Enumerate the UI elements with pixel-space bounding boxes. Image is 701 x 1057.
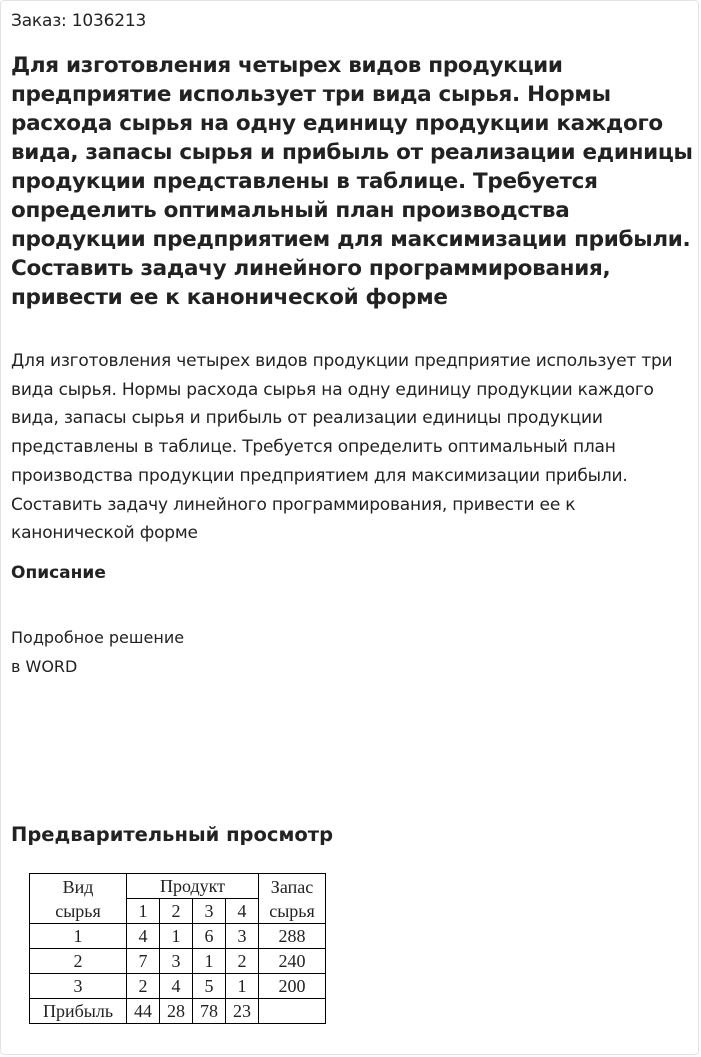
row-stock: 288 xyxy=(259,924,326,949)
table-cell: 23 xyxy=(226,999,259,1024)
order-number: Заказ: 1036213 xyxy=(11,11,147,31)
header-product: Продукт xyxy=(127,874,259,899)
task-title: Для изготовления четырех видов продукции предприятие использует три вида сырья. Нормы расхода сырья на одну единицу продукции каждого вида, запасы сырья и прибыль от реализации единицы продукции представлены в таблице. Требуется определить оптимальный план производства продукции предприятием для максимизации прибыли. Составить задачу линейного программирования, привести ее к канонической форме xyxy=(11,53,693,310)
table-cell: 4 xyxy=(160,974,193,999)
row-type: 1 xyxy=(30,924,127,949)
table-cell: 1 xyxy=(193,949,226,974)
table-row xyxy=(30,924,326,949)
row-type: 3 xyxy=(30,974,127,999)
table-row xyxy=(30,974,326,999)
header-stock-line2: сырья xyxy=(269,900,315,921)
table-cell: 6 xyxy=(193,924,226,949)
row-stock: 200 xyxy=(259,974,326,999)
table-row-profit xyxy=(30,999,326,1024)
task-text: Для изготовления четырех видов продукции предприятие использует три вида сырья. Нормы расхода сырья на одну единицу продукции каждого вида, запасы сырья и прибыль от реализации единицы продукции представлены в таблице. Требуется определить оптимальный план производства продукции предприятием для максимизации прибыли. Составить задачу линейного программирования, привести ее к канонической форме xyxy=(11,351,673,544)
table-cell: 44 xyxy=(127,999,160,1024)
description-note xyxy=(11,623,184,681)
preview-table-wrapper xyxy=(29,873,326,1024)
table-cell: 1 xyxy=(160,924,193,949)
preview-heading: Предварительный просмотр xyxy=(11,823,334,846)
product-3: 3 xyxy=(193,899,226,924)
profit-empty xyxy=(259,999,326,1024)
row-stock: 240 xyxy=(259,949,326,974)
product-2: 2 xyxy=(160,899,193,924)
table-cell: 1 xyxy=(226,974,259,999)
preview-table xyxy=(29,873,326,1024)
table-cell: 4 xyxy=(127,924,160,949)
header-type xyxy=(30,874,127,924)
table-cell: 2 xyxy=(127,974,160,999)
table-cell: 28 xyxy=(160,999,193,1024)
table-cell: 3 xyxy=(160,949,193,974)
profit-label: Прибыль xyxy=(30,999,127,1024)
table-cell: 7 xyxy=(127,949,160,974)
table-cell: 3 xyxy=(226,924,259,949)
table-cell: 78 xyxy=(193,999,226,1024)
table-cell: 2 xyxy=(226,949,259,974)
description-line-2: в WORD xyxy=(11,657,78,676)
header-stock-line1: Запас xyxy=(270,876,314,897)
row-type: 2 xyxy=(30,949,127,974)
header-type-line1: Вид xyxy=(62,876,94,897)
product-4: 4 xyxy=(226,899,259,924)
header-stock xyxy=(259,874,326,924)
description-heading: Описание xyxy=(11,563,106,583)
description-line-1: Подробное решение xyxy=(11,628,185,647)
table-row xyxy=(30,949,326,974)
product-1: 1 xyxy=(127,899,160,924)
header-type-line2: сырья xyxy=(55,900,101,921)
table-cell: 5 xyxy=(193,974,226,999)
table-header-row xyxy=(30,874,326,899)
